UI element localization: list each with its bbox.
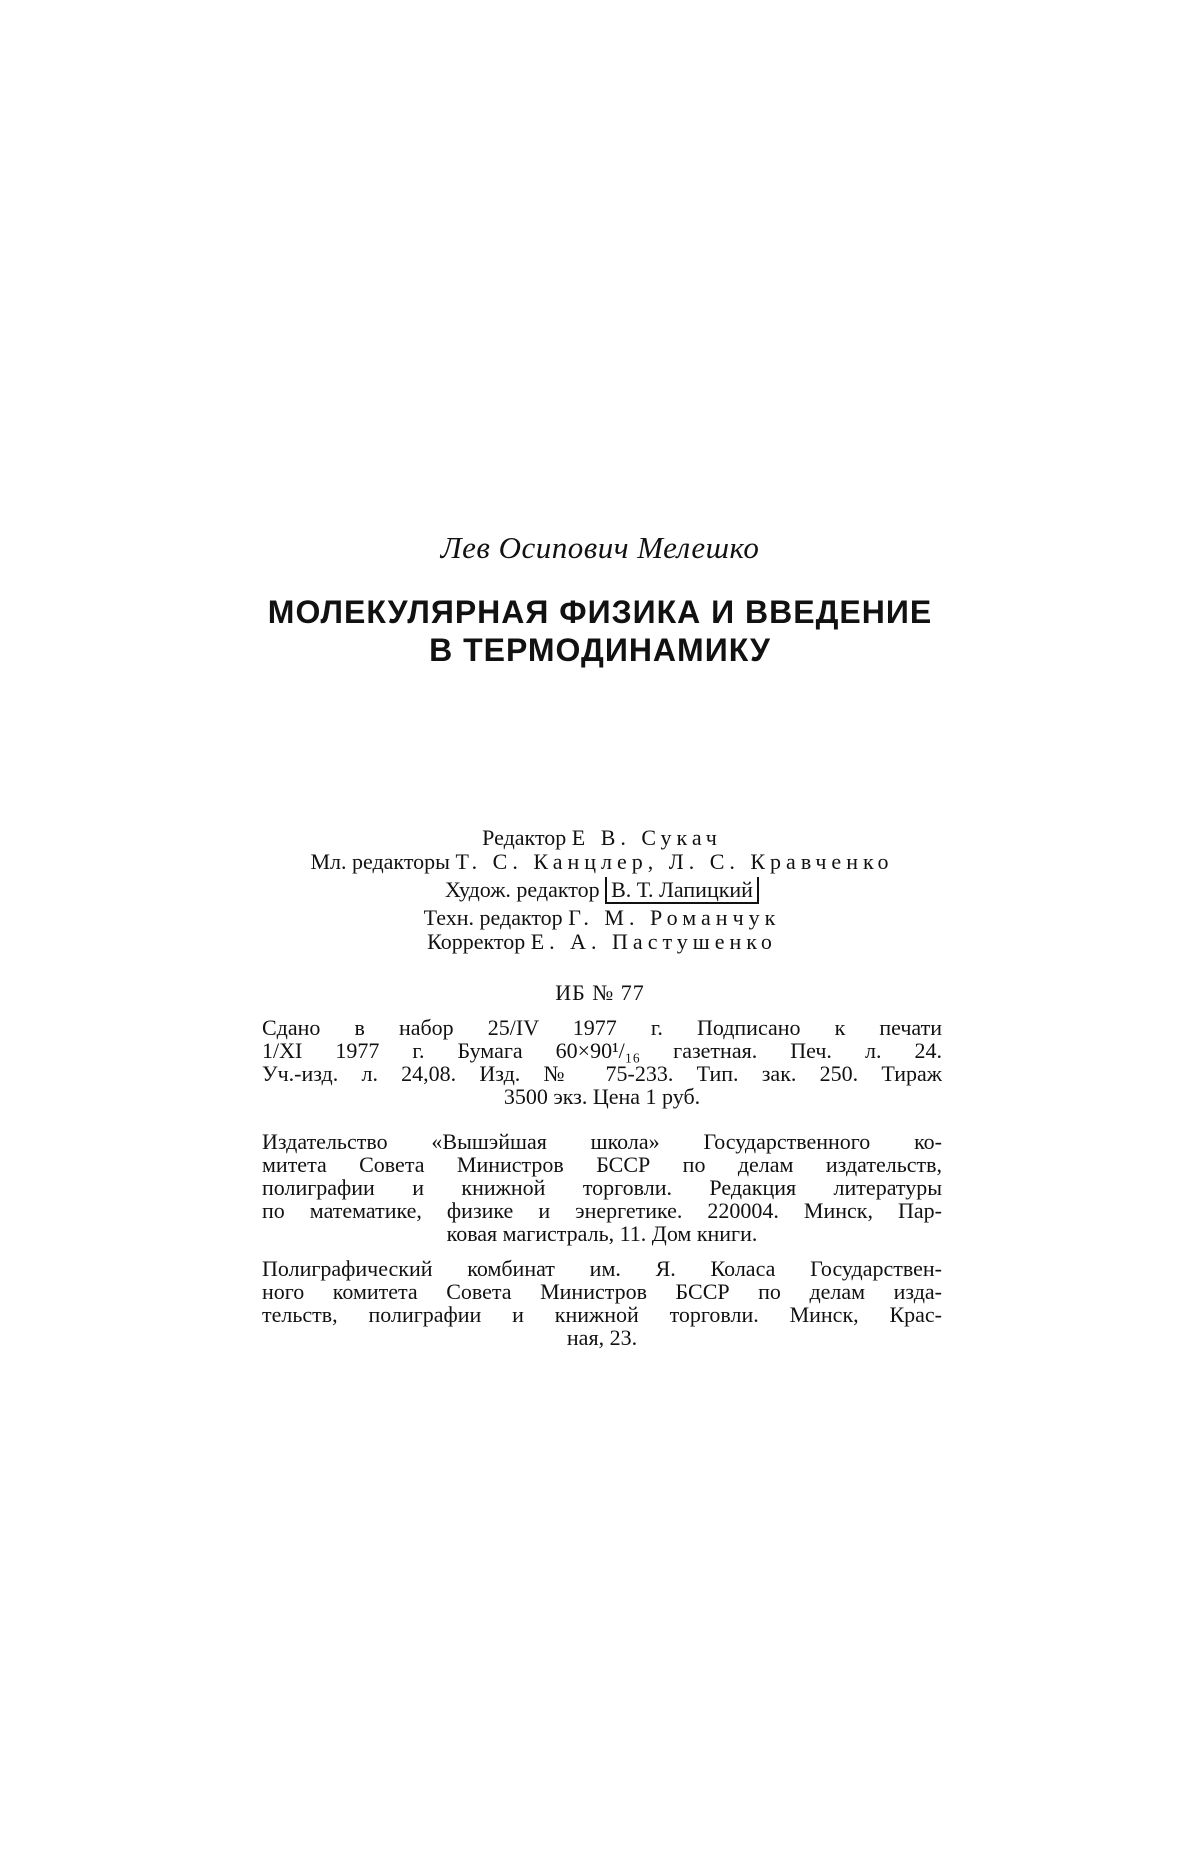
credit-junior-editors-names: Т. С. Канцлер, Л. С. Кравченко bbox=[455, 849, 894, 874]
credit-junior-editors bbox=[262, 850, 942, 874]
credit-proofreader-name: Е. А. Пастушенко bbox=[530, 929, 777, 954]
printer-info-line: ная, 23. bbox=[566, 1325, 638, 1350]
print-info-line: Уч.-изд. л. 24,08. Изд. № 75-233. Тип. зак. 250. Тираж bbox=[262, 1061, 942, 1086]
publisher-info-line: Издательство «Вышэйшая школа» Государственного ко- bbox=[262, 1129, 942, 1154]
print-info-line: 1/XI 1977 г. Бумага 60×90¹/₁₆ газетная. Печ. л. 24. bbox=[262, 1038, 942, 1063]
credit-tech-editor-name: Г. М. Романчук bbox=[568, 905, 781, 930]
printer-info-line: ного комитета Совета Министров БССР по делам изда- bbox=[262, 1279, 942, 1304]
credit-junior-editors-label: Мл. редакторы bbox=[310, 849, 450, 874]
print-info-block bbox=[262, 1016, 942, 1108]
credit-proofreader bbox=[262, 930, 942, 954]
credit-tech-editor-label: Техн. редактор bbox=[423, 905, 563, 930]
credits-block bbox=[262, 826, 942, 954]
printer-info-block bbox=[262, 1257, 942, 1349]
credit-art-editor bbox=[262, 878, 942, 902]
credit-editor-label: Редактор bbox=[482, 825, 567, 850]
credit-proofreader-label: Корректор bbox=[427, 929, 526, 954]
publisher-info-line: полиграфии и книжной торговли. Редакция литературы bbox=[262, 1175, 942, 1200]
book-title bbox=[0, 593, 1200, 669]
book-title-line-2: В ТЕРМОДИНАМИКУ bbox=[429, 632, 771, 668]
print-info-line: 3500 экз. Цена 1 руб. bbox=[503, 1084, 701, 1109]
credit-editor bbox=[262, 826, 942, 850]
author-name: Лев Осипович Мелешко bbox=[440, 530, 760, 565]
printer-info-line: Полиграфический комбинат им. Я. Коласа Государствен- bbox=[262, 1256, 942, 1281]
book-title-line-1: МОЛЕКУЛЯРНАЯ ФИЗИКА И ВВЕДЕНИЕ bbox=[267, 594, 933, 630]
publisher-info-line: митета Совета Министров БССР по делам издательств, bbox=[262, 1152, 942, 1177]
credit-tech-editor bbox=[262, 906, 942, 930]
printer-info-line: тельств, полиграфии и книжной торговли. Минск, Крас- bbox=[262, 1302, 942, 1327]
publisher-info-line: ковая магистраль, 11. Дом книги. bbox=[446, 1221, 758, 1246]
publisher-info-line: по математике, физике и энергетике. 220004. Минск, Пар- bbox=[262, 1198, 942, 1223]
print-info-line: Сдано в набор 25/IV 1977 г. Подписано к печати bbox=[262, 1015, 942, 1040]
credit-art-editor-name: В. Т. Лапицкий bbox=[605, 877, 759, 904]
credit-editor-name: Е В. Сукач bbox=[571, 825, 722, 850]
publisher-info-block bbox=[262, 1130, 942, 1245]
ib-number: ИБ № 77 bbox=[555, 980, 645, 1005]
credit-art-editor-label: Худож. редактор bbox=[445, 877, 600, 902]
